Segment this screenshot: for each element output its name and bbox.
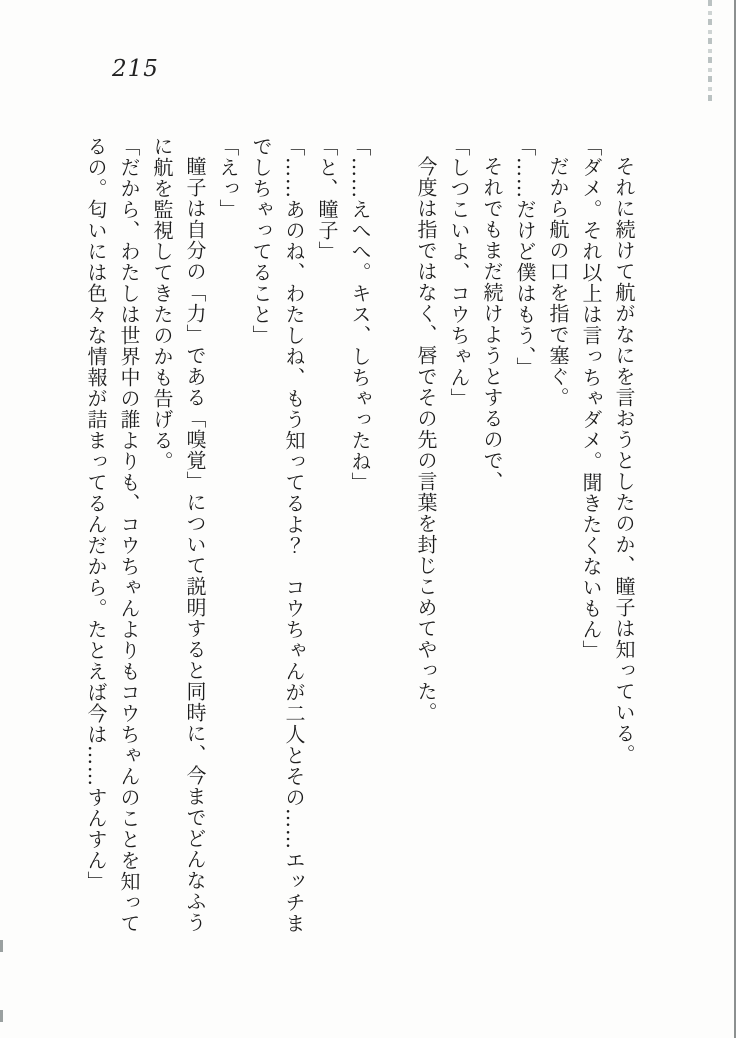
text-line: それでもまだ続けようとするので、 [480,156,504,492]
text-line: 「だから、わたしは世界中の誰よりも、コウちゃんよりもコウちゃんのことを知ってるの。匂いには色々な情報が詰まってるんだから。たとえば今は……すんすん」 [84,136,141,934]
scan-artifact-mark [0,1010,3,1022]
page-number: 215 [112,56,159,82]
text-line: 「……あのね、わたしね、もう知ってるよ？ コウちゃんが二人とその……エッチまでしちゃってること」 [249,136,306,934]
text-line: 「えっ」 [216,136,240,220]
text-line: 今度は指ではなく、唇でその先の言葉を封じこめてやった。 [414,156,438,723]
scan-artifact-dashed-line [708,0,712,105]
text-line: それに続けて航がなにを言おうとしたのか、瞳子は知っている。 [612,156,636,765]
text-line: だから航の口を指で塞ぐ。 [546,156,570,408]
text-line: 瞳子は自分の「力」である「嗅覚」について説明すると同時に、今までどんなふうに航を監視してきたのかも告げる。 [150,136,207,933]
text-line: 「……だけど僕はもう、」 [513,136,537,378]
vertical-text-block [79,136,640,938]
scan-artifact-mark [0,940,3,952]
text-line: 「と、瞳子」 [315,136,339,262]
blank-line [376,136,409,938]
text-line: 「……えへへ。キス、しちゃったね」 [348,136,372,493]
text-line: 「しつこいよ、コウちゃん」 [447,136,471,409]
text-line: 「ダメ。それ以上は言っちゃダメ。聞きたくないもん」 [579,136,603,661]
